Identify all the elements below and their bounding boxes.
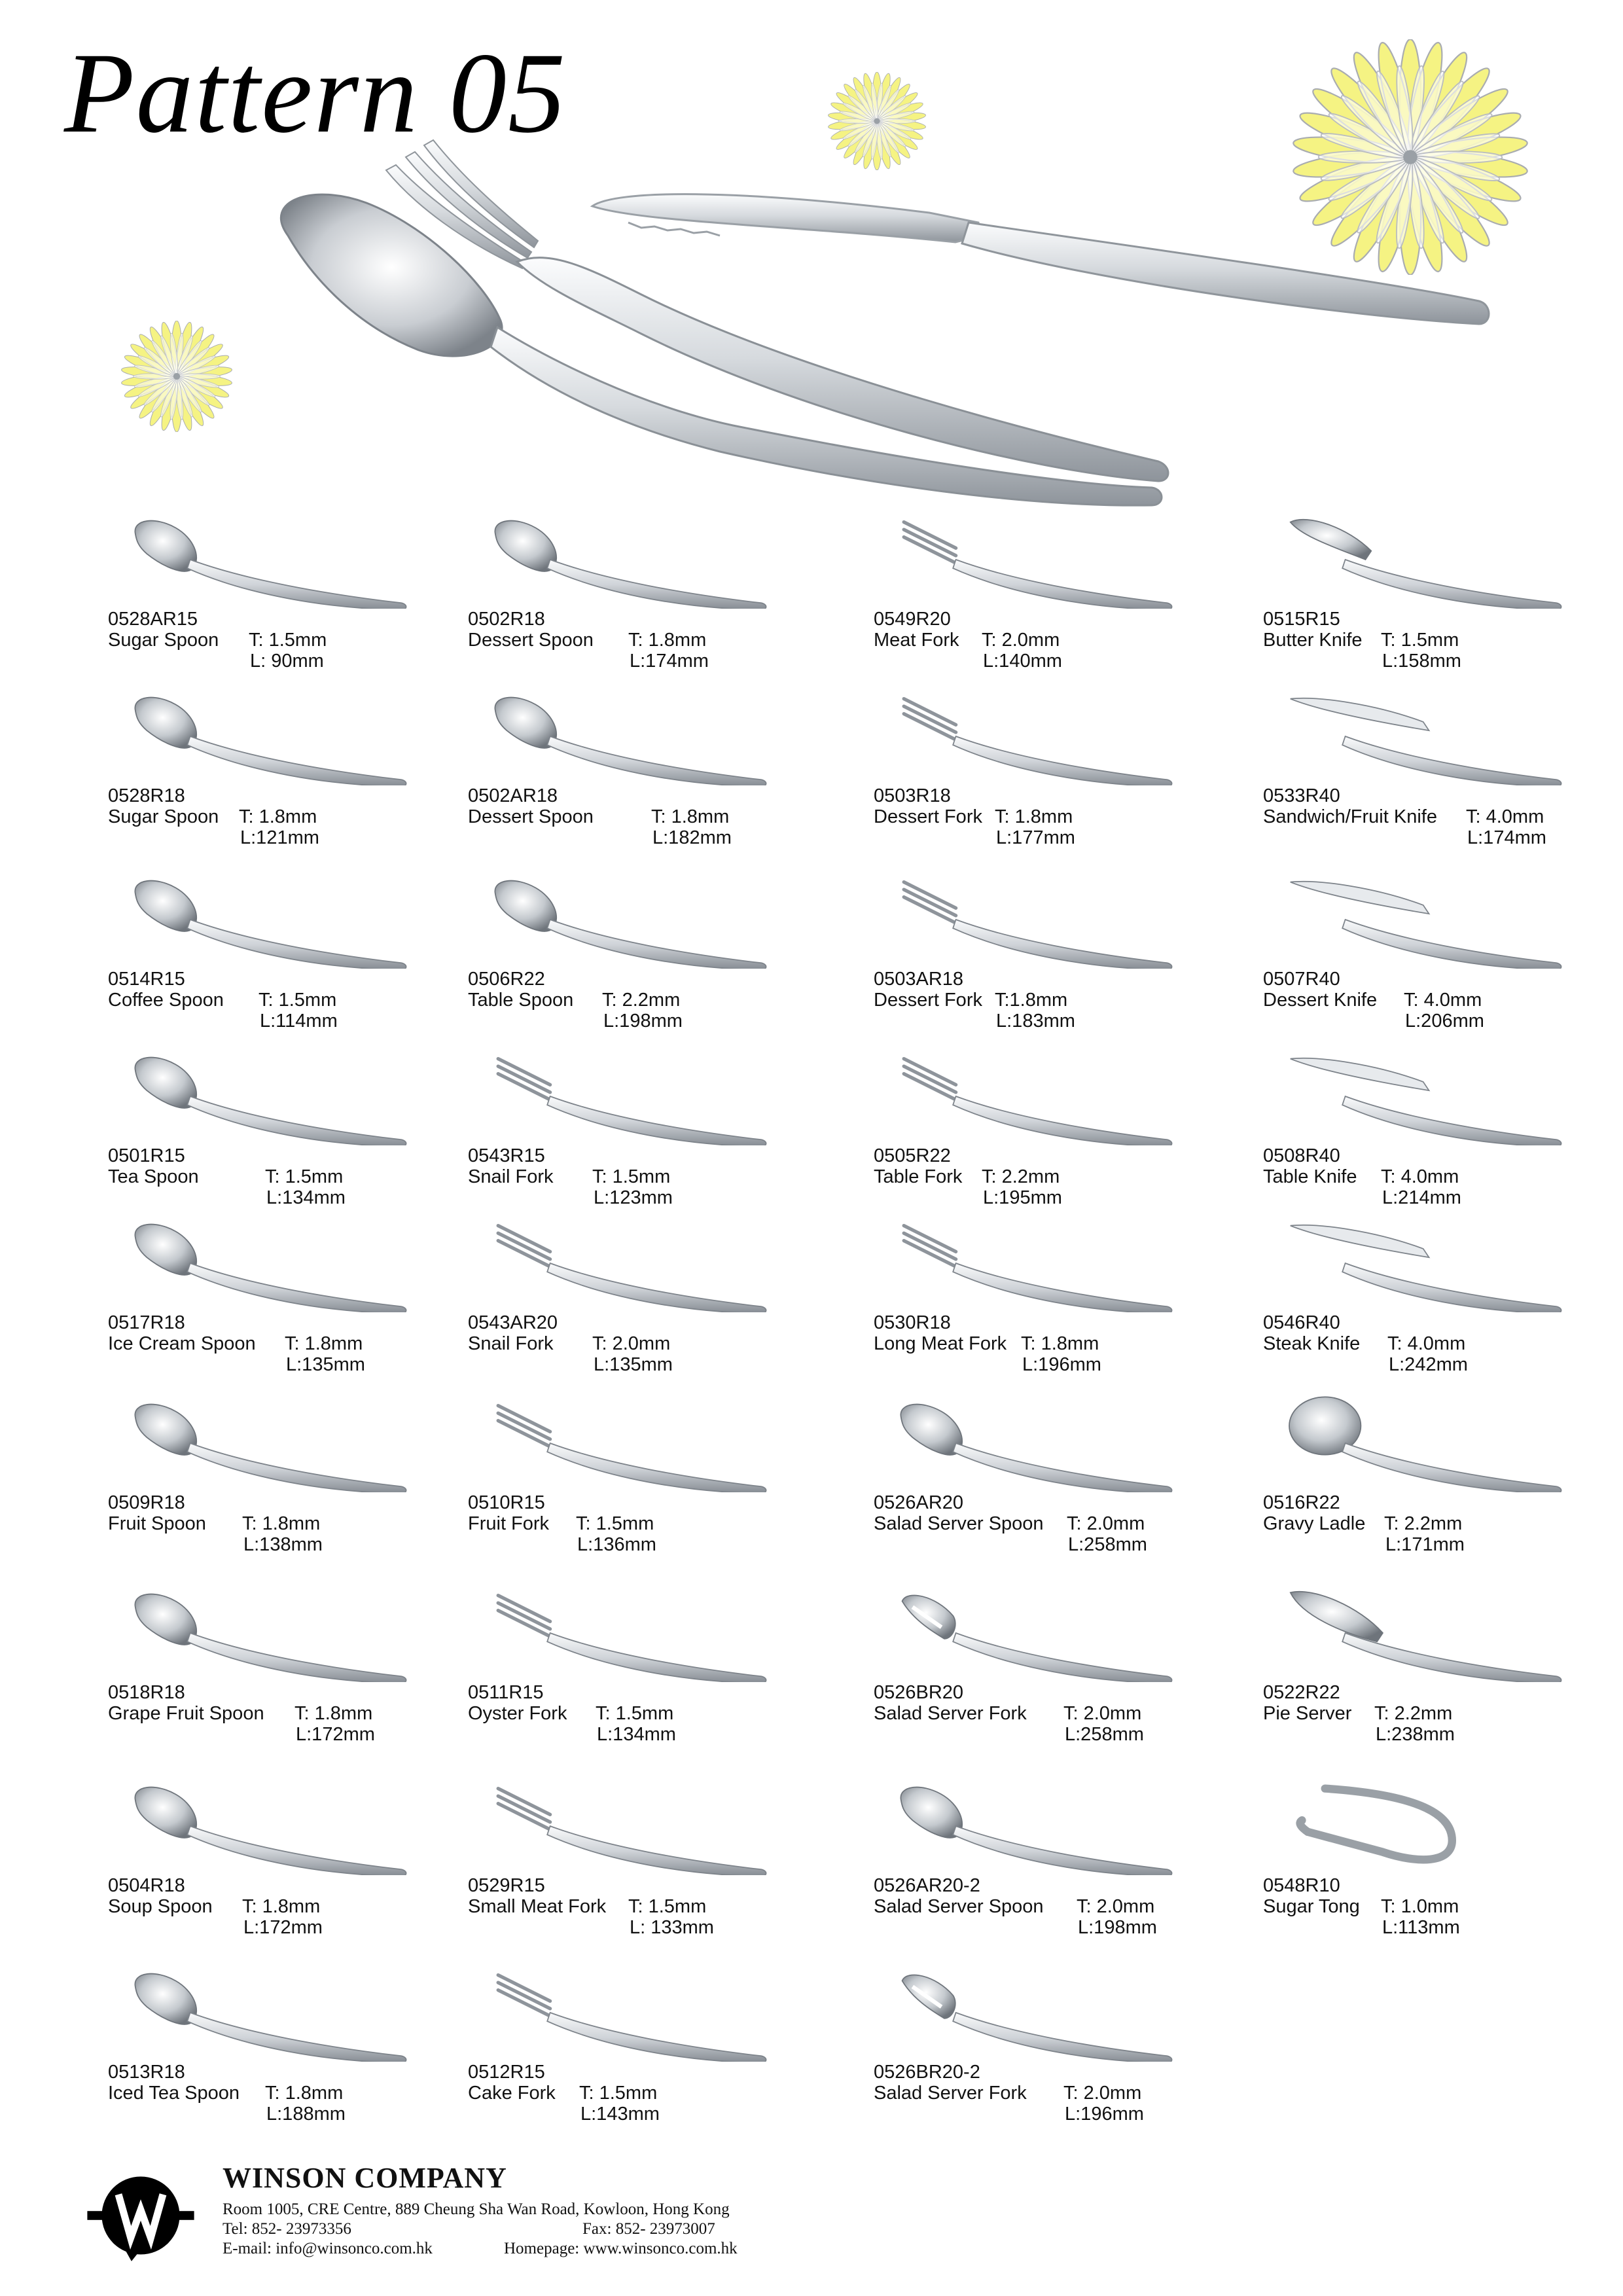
product-length: L: 133mm [630,1917,714,1938]
product-length: L:258mm [1068,1534,1147,1555]
product-thickness: T: 2.0mm [592,1333,671,1354]
product-length: L:172mm [296,1724,375,1745]
product-thickness: T: 2.0mm [1067,1513,1145,1534]
product-name: Fruit Spoon [108,1513,206,1534]
product-name: Steak Knife [1263,1333,1361,1354]
product-name: Sugar Spoon [108,806,219,827]
server-fork-icon [874,1964,1240,2062]
catalog-item-0513r18 [108,1964,474,2134]
company-address: Room 1005, CRE Centre, 889 Cheung Sha Wan Road, Kowloon, Hong Kong [223,2200,730,2218]
product-thickness: T: 2.2mm [1384,1513,1463,1534]
product-code: 0509R18 [108,1492,185,1513]
product-length: L:158mm [1382,651,1461,672]
product-code: 0533R40 [1263,785,1340,806]
product-length: L:196mm [1065,2104,1144,2125]
product-name: Snail Fork [468,1166,554,1187]
product-thickness: T: 1.5mm [628,1896,707,1917]
product-length: L:258mm [1065,1724,1144,1745]
page-title: Pattern 05 [64,29,567,157]
product-name: Sandwich/Fruit Knife [1263,806,1437,827]
product-code: 0546R40 [1263,1312,1340,1333]
product-name: Grape Fruit Spoon [108,1703,264,1724]
product-code: 0508R40 [1263,1145,1340,1166]
product-name: Coffee Spoon [108,990,224,1011]
catalog-item-0510r15 [468,1394,834,1564]
product-thickness: T: 1.5mm [1381,630,1459,651]
contact-phone-line [223,2220,715,2238]
product-code: 0515R15 [1263,609,1340,630]
product-thickness: T: 4.0mm [1404,990,1482,1011]
product-code: 0518R18 [108,1682,185,1703]
product-length: L:177mm [996,827,1075,848]
knife-icon [1263,687,1623,785]
product-name: Salad Server Fork [874,1703,1027,1724]
product-name: Soup Spoon [108,1896,213,1917]
product-name: Dessert Knife [1263,990,1378,1011]
product-thickness: T: 2.2mm [1374,1703,1453,1724]
spoon-icon [108,1214,474,1312]
product-thickness: T: 1.5mm [249,630,327,651]
product-code: 0513R18 [108,2062,185,2083]
product-thickness: T: 2.2mm [982,1166,1060,1187]
product-thickness: T:1.8mm [995,990,1068,1011]
catalog-item-0528ar15 [108,511,474,681]
product-thickness: T: 1.8mm [239,806,317,827]
spoon-icon [108,511,474,609]
contact-web-line [223,2240,738,2258]
fork-icon [874,687,1240,785]
company-footer [85,2160,870,2278]
product-length: L:134mm [266,1187,346,1208]
spoon-icon [108,1394,474,1492]
product-thickness: T: 1.5mm [265,1166,344,1187]
catalog-item-0529r15 [468,1777,834,1947]
product-name: Table Knife [1263,1166,1357,1187]
catalog-item-0546r40 [1263,1214,1623,1384]
product-name: Salad Server Spoon [874,1896,1044,1917]
product-thickness: T: 1.5mm [579,2083,658,2104]
product-name: Table Spoon [468,990,574,1011]
product-code: 0506R22 [468,969,545,990]
product-thickness: T: 2.0mm [1063,1703,1142,1724]
product-length: L:135mm [286,1354,365,1375]
catalog-item-0526ar20-2 [874,1777,1240,1947]
catalog-item-0543ar20 [468,1214,834,1384]
spoon-icon [108,1777,474,1875]
product-name: Tea Spoon [108,1166,199,1187]
knife-icon [1263,1047,1623,1145]
hero-cutlery-image [275,131,1518,524]
product-code: 0526AR20 [874,1492,964,1513]
product-length: L:123mm [594,1187,673,1208]
product-code: 0511R15 [468,1682,544,1703]
product-code: 0501R15 [108,1145,185,1166]
product-name: Salad Server Spoon [874,1513,1044,1534]
product-name: Small Meat Fork [468,1896,607,1917]
product-thickness: T: 4.0mm [1466,806,1544,827]
product-length: L:174mm [1467,827,1546,848]
catalog-item-0515r15 [1263,511,1623,681]
catalog-item-0503ar18 [874,870,1240,1041]
fork-icon [468,1964,834,2062]
company-homepage[interactable]: Homepage: www.winsonco.com.hk [504,2240,738,2257]
product-length: L:143mm [580,2104,660,2125]
fork-icon [874,1047,1240,1145]
catalog-item-0548r10 [1263,1777,1623,1947]
catalog-item-0533r40 [1263,687,1623,857]
spoon-icon [108,1964,474,2062]
winson-logo-icon [85,2160,196,2271]
catalog-item-0502r18 [468,511,834,681]
product-thickness: T: 1.8mm [265,2083,344,2104]
ladle-icon [1263,1394,1623,1492]
product-code: 0502AR18 [468,785,558,806]
product-length: L:138mm [243,1534,323,1555]
product-thickness: T: 1.8mm [242,1513,321,1534]
spoon-icon [108,1047,474,1145]
fork-icon [874,1214,1240,1312]
product-length: L: 90mm [250,651,324,672]
fork-icon [468,1777,834,1875]
product-thickness: T: 1.8mm [995,806,1073,827]
fork-icon [874,511,1240,609]
product-code: 0530R18 [874,1312,951,1333]
product-thickness: T: 1.8mm [285,1333,363,1354]
hero-fork [386,140,1168,481]
product-name: Ice Cream Spoon [108,1333,256,1354]
pie-server-icon [1263,1584,1623,1682]
product-name: Butter Knife [1263,630,1363,651]
product-length: L:198mm [1078,1917,1157,1938]
catalog-item-0516r22 [1263,1394,1623,1564]
catalog-item-0514r15 [108,870,474,1041]
knife-icon [1263,1214,1623,1312]
product-thickness: T: 2.0mm [1077,1896,1155,1917]
product-thickness: T: 4.0mm [1387,1333,1466,1354]
product-code: 0503AR18 [874,969,964,990]
product-code: 0528AR15 [108,609,198,630]
product-name: Fruit Fork [468,1513,550,1534]
catalog-item-0512r15 [468,1964,834,2134]
catalog-item-0518r18 [108,1584,474,1754]
flower-decoration-small-left [121,321,232,432]
product-thickness: T: 4.0mm [1381,1166,1459,1187]
product-code: 0517R18 [108,1312,185,1333]
catalog-item-0549r20 [874,511,1240,681]
product-thickness: T: 1.5mm [576,1513,654,1534]
product-length: L:214mm [1382,1187,1461,1208]
product-name: Meat Fork [874,630,959,651]
company-fax: Fax: 852- 23973007 [582,2220,715,2238]
catalog-item-0502ar18 [468,687,834,857]
product-length: L:136mm [577,1534,656,1555]
product-name: Gravy Ladle [1263,1513,1366,1534]
spoon-icon [108,687,474,785]
product-thickness: T: 1.5mm [592,1166,671,1187]
product-thickness: T: 2.0mm [982,630,1060,651]
product-length: L:183mm [996,1011,1075,1031]
catalog-item-0526ar20 [874,1394,1240,1564]
catalog-item-0501r15 [108,1047,474,1217]
product-length: L:140mm [983,651,1062,672]
catalog-item-0506r22 [468,870,834,1041]
product-length: L:242mm [1389,1354,1468,1375]
product-code: 0526BR20 [874,1682,964,1703]
catalog-item-0543r15 [468,1047,834,1217]
product-name: Iced Tea Spoon [108,2083,240,2104]
product-name: Dessert Fork [874,806,982,827]
product-code: 0526AR20-2 [874,1875,980,1896]
product-thickness: T: 1.5mm [596,1703,674,1724]
product-length: L:134mm [597,1724,676,1745]
product-length: L:171mm [1385,1534,1465,1555]
product-length: L:114mm [260,1011,338,1031]
product-code: 0514R15 [108,969,185,990]
catalog-item-0505r22 [874,1047,1240,1217]
product-length: L:113mm [1382,1917,1460,1938]
product-thickness: T: 1.8mm [242,1896,321,1917]
product-length: L:188mm [266,2104,346,2125]
catalog-item-0530r18 [874,1214,1240,1384]
product-length: L:198mm [603,1011,683,1031]
spoon-icon [468,687,834,785]
product-length: L:121mm [240,827,319,848]
catalog-item-0522r22 [1263,1584,1623,1754]
tong-icon [1263,1777,1623,1875]
product-code: 0522R22 [1263,1682,1340,1703]
product-code: 0510R15 [468,1492,545,1513]
product-thickness: T: 1.8mm [628,630,707,651]
product-code: 0502R18 [468,609,545,630]
product-name: Salad Server Fork [874,2083,1027,2104]
catalog-item-0528r18 [108,687,474,857]
company-name: WINSON COMPANY [223,2162,507,2194]
catalog-item-0503r18 [874,687,1240,857]
product-length: L:206mm [1405,1011,1484,1031]
product-thickness: T: 1.8mm [651,806,730,827]
product-code: 0528R18 [108,785,185,806]
spoon-icon [874,1394,1240,1492]
butter-knife-icon [1263,511,1623,609]
product-length: L:172mm [243,1917,323,1938]
product-name: Sugar Spoon [108,630,219,651]
spoon-icon [108,870,474,969]
product-thickness: T: 1.0mm [1381,1896,1459,1917]
catalog-item-0507r40 [1263,870,1623,1041]
product-code: 0507R40 [1263,969,1340,990]
product-thickness: T: 1.8mm [1021,1333,1099,1354]
product-name: Oyster Fork [468,1703,567,1724]
product-thickness: T: 2.2mm [602,990,681,1011]
product-name: Dessert Spoon [468,630,594,651]
product-name: Long Meat Fork [874,1333,1007,1354]
product-name: Dessert Spoon [468,806,594,827]
company-email[interactable]: E-mail: info@winsonco.com.hk [223,2240,433,2257]
catalog-item-0511r15 [468,1584,834,1754]
company-tel: Tel: 852- 23973356 [223,2220,351,2238]
catalog-item-0526br20-2 [874,1964,1240,2134]
knife-icon [1263,870,1623,969]
fork-icon [468,1394,834,1492]
product-length: L:182mm [652,827,732,848]
product-name: Cake Fork [468,2083,556,2104]
product-thickness: T: 1.8mm [294,1703,373,1724]
product-code: 0504R18 [108,1875,185,1896]
product-code: 0549R20 [874,609,951,630]
product-code: 0548R10 [1263,1875,1340,1896]
product-code: 0512R15 [468,2062,545,2083]
server-fork-icon [874,1584,1240,1682]
product-name: Snail Fork [468,1333,554,1354]
product-name: Sugar Tong [1263,1896,1360,1917]
fork-icon [468,1214,834,1312]
catalog-item-0517r18 [108,1214,474,1384]
hero-knife [592,194,1489,324]
product-length: L:135mm [594,1354,673,1375]
product-thickness: T: 2.0mm [1063,2083,1142,2104]
product-code: 0543AR20 [468,1312,558,1333]
catalog-item-0509r18 [108,1394,474,1564]
spoon-icon [108,1584,474,1682]
fork-icon [874,870,1240,969]
product-code: 0543R15 [468,1145,545,1166]
spoon-icon [468,511,834,609]
catalog-item-0526br20 [874,1584,1240,1754]
product-code: 0503R18 [874,785,951,806]
fork-icon [468,1584,834,1682]
product-length: L:196mm [1022,1354,1101,1375]
fork-icon [468,1047,834,1145]
product-name: Pie Server [1263,1703,1352,1724]
spoon-icon [874,1777,1240,1875]
product-name: Table Fork [874,1166,963,1187]
product-code: 0516R22 [1263,1492,1340,1513]
product-code: 0526BR20-2 [874,2062,980,2083]
product-length: L:238mm [1376,1724,1455,1745]
spoon-icon [468,870,834,969]
product-thickness: T: 1.5mm [259,990,337,1011]
product-length: L:174mm [630,651,709,672]
product-name: Dessert Fork [874,990,982,1011]
product-code: 0505R22 [874,1145,951,1166]
product-code: 0529R15 [468,1875,545,1896]
product-length: L:195mm [983,1187,1062,1208]
catalog-item-0504r18 [108,1777,474,1947]
catalog-item-0508r40 [1263,1047,1623,1217]
